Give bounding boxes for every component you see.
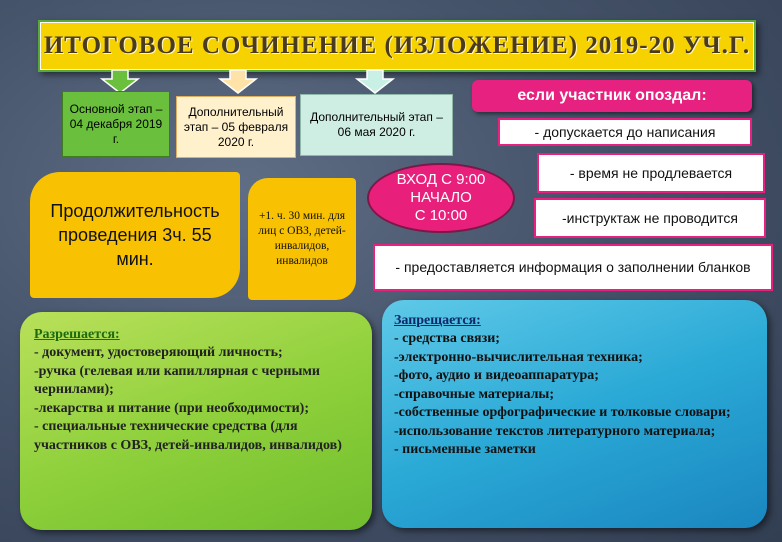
stage-main: Основной этап – 04 декабря 2019 г. [62, 91, 170, 157]
forbidden-item: - средства связи; [394, 331, 500, 347]
entry-ellipse [367, 163, 515, 233]
late-header: если участник опоздал: [472, 80, 752, 112]
page-title: ИТОГОВОЕ СОЧИНЕНИЕ (ИЗЛОЖЕНИЕ) 2019-20 УЧ.Г. [38, 20, 756, 72]
entry-line: С 10:00 [414, 207, 468, 224]
forbidden-item: -использование текстов литературного материала; [394, 423, 716, 439]
late-item: - предоставляется информация о заполнении бланков [373, 244, 773, 291]
forbidden-item: -фото, аудио и видеоаппаратура; [394, 368, 599, 384]
forbidden-item: -электронно-вычислительная техника; [394, 349, 643, 365]
entry-line: НАЧАЛО [410, 189, 472, 206]
forbidden-item: -собственные орфографические и толковые словари; [394, 405, 731, 421]
stage-additional-may: Дополнительный этап – 06 мая 2020 г. [300, 94, 453, 156]
allowed-item: -лекарства и питание (при необходимости); [34, 400, 309, 416]
late-item: - время не продлевается [537, 153, 765, 193]
forbidden-header: Запрещается: [394, 313, 481, 328]
forbidden-item: - письменные заметки [394, 442, 536, 458]
stage-additional-feb: Дополнительный этап – 05 февраля 2020 г. [176, 96, 296, 158]
late-item: -инструктаж не проводится [534, 198, 766, 238]
allowed-item: - специальные технические средства (для участников с ОВЗ, детей-инвалидов, инвалидов) [34, 419, 342, 453]
allowed-panel [20, 312, 372, 530]
allowed-item: -ручка (гелевая или капиллярная с черными чернилами); [34, 363, 320, 398]
forbidden-item: -справочные материалы; [394, 386, 555, 402]
allowed-header: Разрешается: [34, 327, 120, 342]
entry-line: ВХОД С 9:00 [396, 171, 486, 188]
forbidden-panel [382, 300, 767, 528]
arrow-down-icon [218, 70, 258, 94]
arrow-down-icon [355, 70, 395, 94]
ovz-scroll: +1. ч. 30 мин. для лиц с ОВЗ, детей-инвалидов, инвалидов [248, 178, 356, 300]
late-item: - допускается до написания [498, 118, 752, 146]
duration-scroll: Продолжительность проведения 3ч. 55 мин. [30, 172, 240, 298]
allowed-item: - документ, удостоверяющий личность; [34, 345, 283, 361]
